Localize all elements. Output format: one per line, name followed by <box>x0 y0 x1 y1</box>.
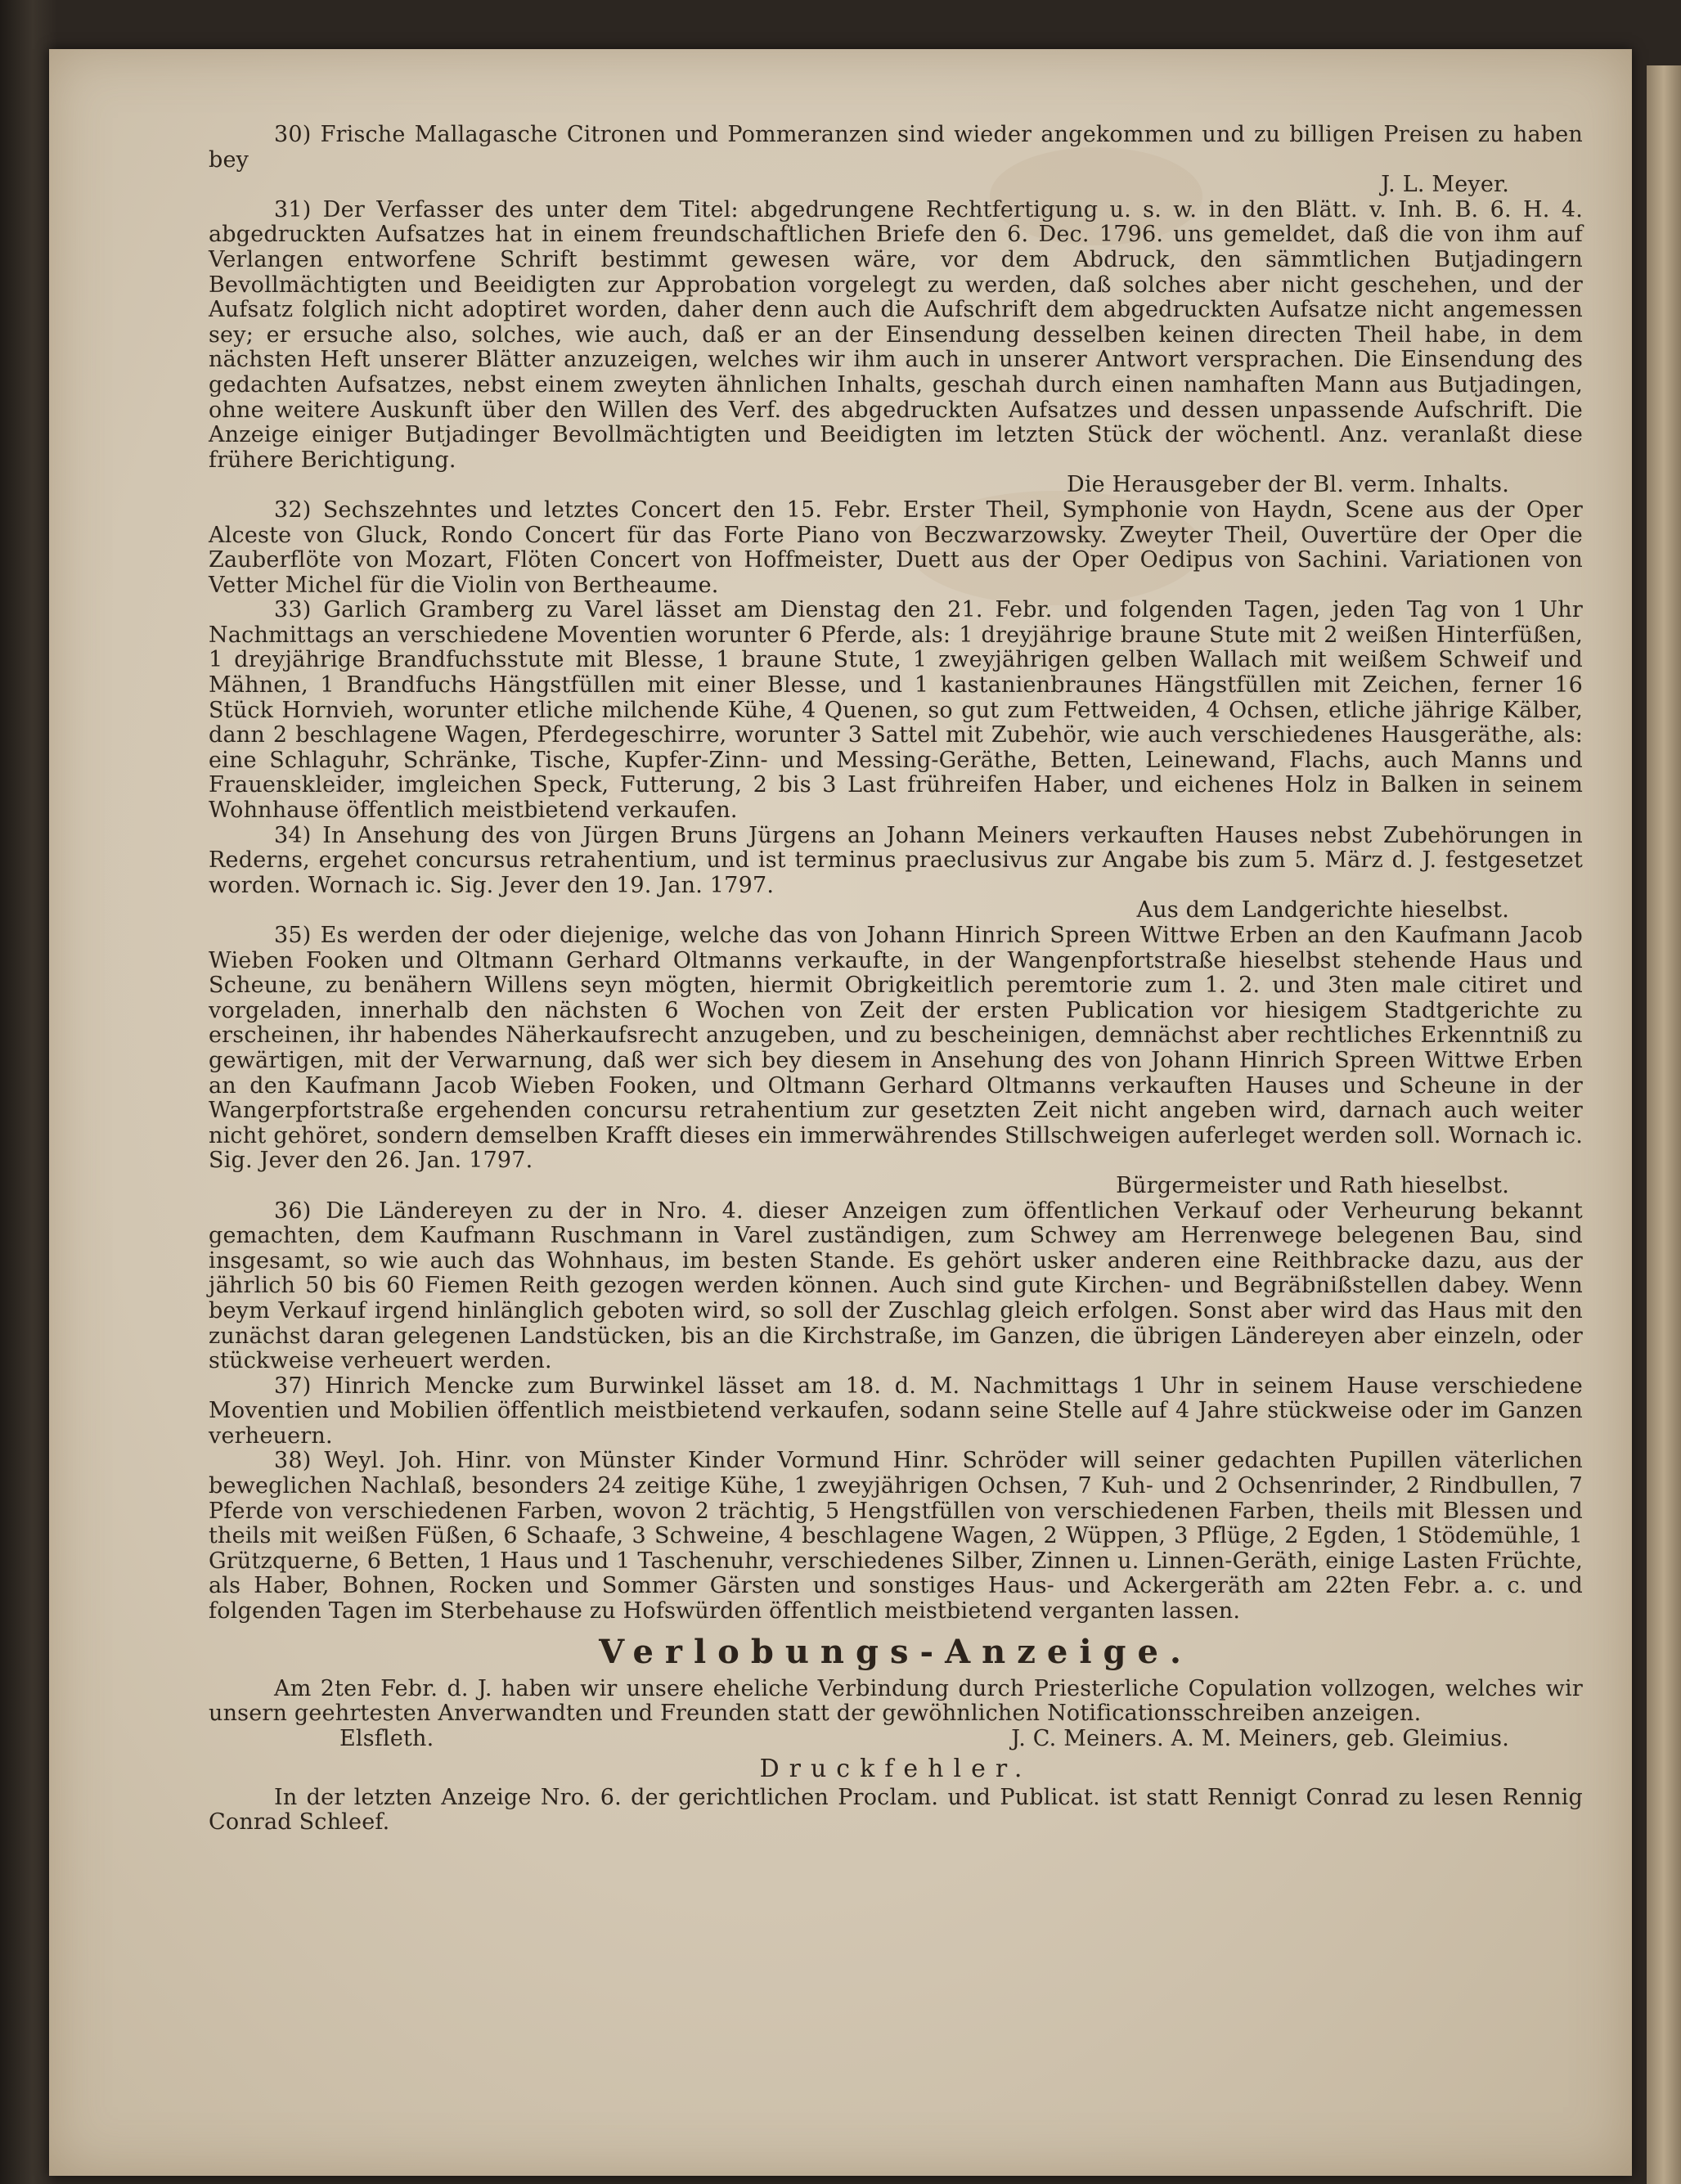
entry-signature: Aus dem Landgerichte hieselbst. <box>1136 897 1509 923</box>
entry-text: Weyl. Joh. Hinr. von Münster Kinder Vormund Hinr. Schröder will seiner gedachten Pupillen väterlichen beweglichen Nachlaß, besonders 24 zeitige Kühe, 1 zweyjährigen Ochsen, 7 Kuh- und 2 Ochsenrinder, 2 Rindbullen, 7 Pferde von verschiedenen Farben, wovon 2 trächtig, 5 Hengstfüllen von verschiedenen Farben, theils mit Blessen und theils mit weißen Füßen, 6 Schaafe, 3 Schweine, 4 beschlagene Wagen, 2 Wüppen, 3 Pflüge, 2 Egden, 1 Stödemühle, 1 Grützquerne, 6 Betten, 1 Haus und 1 Taschenuhr, verschiedenes Silber, Zinnen u. Linnen-Geräth, einige Lasten Früchte, als Haber, Bohnen, Rocken und Sommer Gärsten und sonstiges Haus- und Ackergeräth am 22ten Febr. a. c. und folgenden Tagen im Sterbehause zu Hofswürden öffentlich meistbietend verganten lassen. <box>209 1448 1583 1625</box>
entry-number: 36) <box>274 1198 312 1224</box>
announcement-36 <box>209 1199 1583 1374</box>
erratum-heading: Druckfehler. <box>759 1754 1032 1783</box>
betrothal-names: J. C. Meiners. A. M. Meiners, geb. Gleimius. <box>1011 1725 1509 1751</box>
entry-number: 34) <box>274 822 312 848</box>
entry-number: 31) <box>274 196 312 222</box>
announcement-33 <box>209 598 1583 823</box>
page-text <box>209 123 1583 1836</box>
announcement-35 <box>209 923 1583 1174</box>
entry-text: Die Ländereyen zu der in Nro. 4. dieser Anzeigen zum öffentlichen Verkauf oder Verheurung bekannt gemachten, dem Kaufmann Ruschmann in Varel zuständigen, zum Schwey am Herrenwege belegenen Bau, sind insgesamt, so wie auch das Wohnhaus, im besten Stande. Es gehört usker anderen eine Reithbracke dazu, aus der jährlich 50 bis 60 Fiemen Reith gezogen werden können. Auch sind gute Kirchen- und Begräbnißstellen dabey. Wenn beym Verkauf irgend hinlänglich geboten wird, so soll der Zuschlag gleich erfolgen. Sonst aber wird das Haus mit den zunächst daran gelegenen Landstücken, bis an die Kirchstraße, im Ganzen, die übrigen Ländereyen aber einzeln, oder stückweise verheuert werden. <box>209 1198 1583 1374</box>
entry-text: Der Verfasser des unter dem Titel: abgedrungene Rechtfertigung u. s. w. in den Blätt. v. Inh. B. 6. H. 4. abgedruckten Aufsatzes hat in einem freundschaftlichen Briefe den 6. Dec. 1796. uns gemeldet, daß die von ihm auf Verlangen entworfene Schrift bestimmt gewesen wäre, vor dem Abdruck, den sämmtlichen Butjadingern Bevollmächtigten und Beeidigten zur Approbation vorgelegt zu werden, daß solches aber nicht geschehen, und der Aufsatz folglich nicht adoptiret worden, daher denn auch die Aufschrift dem abgedruckten Aufsatze nicht angemessen sey; er ersuche also, solches, wie auch, daß er an der Einsendung desselben keinen directen Theil habe, in dem nächsten Heft unserer Blätter anzuzeigen, welches wir ihm auch in unserer Antwort versprachen. Die Einsendung des gedachten Aufsatzes, nebst einem zweyten ähnlichen Inhalts, geschah durch einen namhaften Mann aus Butjadingen, ohne weitere Auskunft über den Willen des Verf. des abgedruckten Aufsatzes und dessen unpassende Aufschrift. Die Anzeige einiger Butjadinger Bevollmächtigten und Beeidigten im letzten Stück der wöchentl. Anz. veranlaßt diese frühere Berichtigung. <box>209 196 1583 473</box>
entry-text: Es werden der oder diejenige, welche das von Johann Hinrich Spreen Wittwe Erben an den Kaufmann Jacob Wieben Fooken und Oltmann Gerhard Oltmanns verkaufte, in der Wangenpfortstraße hieselbst stehende Haus und Scheune, zu benähern Willens seyn mögten, hiermit Obrigkeitlich peremtorie zum 1. 2. und 3ten male citiret und vorgeladen, innerhalb den nächsten 6 Wochen von Zeit der ersten Publication vor hiesigem Stadtgerichte zu erscheinen, ihr habendes Näherkaufsrecht anzugeben, und zu bescheinigen, demnächst aber rechtliches Erkenntniß zu gewärtigen, mit der Verwarnung, daß wer sich bey diesem in Ansehung des von Johann Hinrich Spreen Wittwe Erben an den Kaufmann Jacob Wieben Fooken, und Oltmann Gerhard Oltmanns verkauften Hauses und Scheune in der Wangerpfortstraße ergehenden concursu retrahentium zur gesetzten Zeit nicht angeben wird, darnach auch weiter nicht gehöret, sondern demselben Krafft dieses ein immerwährendes Stillschweigen auferleget werden soll. Wornach ic. Sig. Jever den 26. Jan. 1797. <box>209 923 1583 1174</box>
entry-number: 32) <box>274 497 312 523</box>
entry-text: Frische Mallagasche Citronen und Pommeranzen sind wieder angekommen und zu billigen Preisen zu haben bey <box>209 122 1583 173</box>
entry-text: Garlich Gramberg zu Varel lässet am Dienstag den 21. Febr. und folgenden Tagen, jeden Tag von 1 Uhr Nachmittags an verschiedene Moventien worunter 6 Pferde, als: 1 dreyjährige braune Stute mit 2 weißen Hinterfüßen, 1 dreyjährige Brandfuchsstute mit Blesse, 1 braune Stute, 1 zweyjährigen gelben Wallach mit weißem Schweif und Mähnen, 1 Brandfuchs Hängstfüllen mit einer Blesse, und 1 kastanienbraunes Hängstfüllen mit Zeichen, ferner 16 Stück Hornvieh, worunter etliche milchende Kühe, 4 Quenen, so gut zum Fettweiden, 4 Ochsen, etliche jährige Kälber, dann 2 beschlagene Wagen, Pferdegeschirre, worunter 3 Sattel mit Zubehör, wie auch verschiedenes Hausgeräthe, als: eine Schlaguhr, Schränke, Tische, Kupfer-Zinn- und Messing-Geräthe, Betten, Leinewand, Flachs, auch Manns und Frauenskleider, imgleichen Speck, Futterung, 2 bis 3 Last frühreifen Haber, und eichenes Holz in Balken in seinem Wohnhause öffentlich meistbietend verkaufen. <box>209 597 1583 824</box>
entry-text: Hinrich Mencke zum Burwinkel lässet am 18. d. M. Nachmittags 1 Uhr in seinem Hause verschiedene Moventien und Mobilien öffentlich meistbietend verkaufen, sodann seine Stelle auf 4 Jahre stückweise oder im Ganzen verheuern. <box>209 1373 1583 1449</box>
entry-number: 37) <box>274 1373 312 1399</box>
entry-number: 30) <box>274 122 312 147</box>
entry-signature: Bürgermeister und Rath hieselbst. <box>1116 1172 1509 1198</box>
announcement-31 <box>209 198 1583 474</box>
entry-text: In Ansehung des von Jürgen Bruns Jürgens an Johann Meiners verkauften Hauses nebst Zubehörungen in Rederns, ergehet concursus retrahentium, und ist terminus praeclusivus zur Angabe bis zum 5. März d. J. festgesetzet worden. Wornach ic. Sig. Jever den 19. Jan. 1797. <box>209 822 1583 898</box>
betrothal-heading: Verlobungs-Anzeige. <box>599 1632 1193 1671</box>
entry-text: Sechszehntes und letztes Concert den 15. Febr. Erster Theil, Symphonie von Haydn, Scene aus der Oper Alceste von Gluck, Rondo Concert für das Forte Piano von Beczwarzowsky. Zweyter Theil, Ouvertüre der Oper die Zauberflöte von Mozart, Flöten Concert von Hoffmeister, Duett aus der Oper Oedipus von Sachini. Variationen von Vetter Michel für die Violin von Bertheaume. <box>209 497 1583 598</box>
erratum-text: In der letzten Anzeige Nro. 6. der gerichtlichen Proclam. und Publicat. ist statt Rennigt Conrad zu lesen Rennig Conrad Schleef. <box>209 1784 1583 1836</box>
entry-number: 35) <box>274 923 312 948</box>
entry-signature: J. L. Meyer. <box>1381 172 1509 198</box>
announcement-38 <box>209 1449 1583 1624</box>
announcement-37 <box>209 1374 1583 1449</box>
betrothal-text: Am 2ten Febr. d. J. haben wir unsere eheliche Verbindung durch Priesterliche Copulation vollzogen, welches wir unsern geehrtesten Anverwandten und Freunden statt der gewöhnlichen Notificationsschreiben anzeigen. <box>209 1675 1583 1727</box>
announcement-32 <box>209 498 1583 598</box>
announcement-34 <box>209 824 1583 899</box>
entry-number: 38) <box>274 1448 312 1474</box>
entry-signature: Die Herausgeber der Bl. verm. Inhalts. <box>1067 472 1509 498</box>
betrothal-place: Elsfleth. <box>339 1725 434 1751</box>
announcement-30 <box>209 123 1583 173</box>
betrothal-signature <box>209 1727 1583 1751</box>
adjacent-page-edge <box>1647 65 1681 2184</box>
entry-number: 33) <box>274 597 312 623</box>
